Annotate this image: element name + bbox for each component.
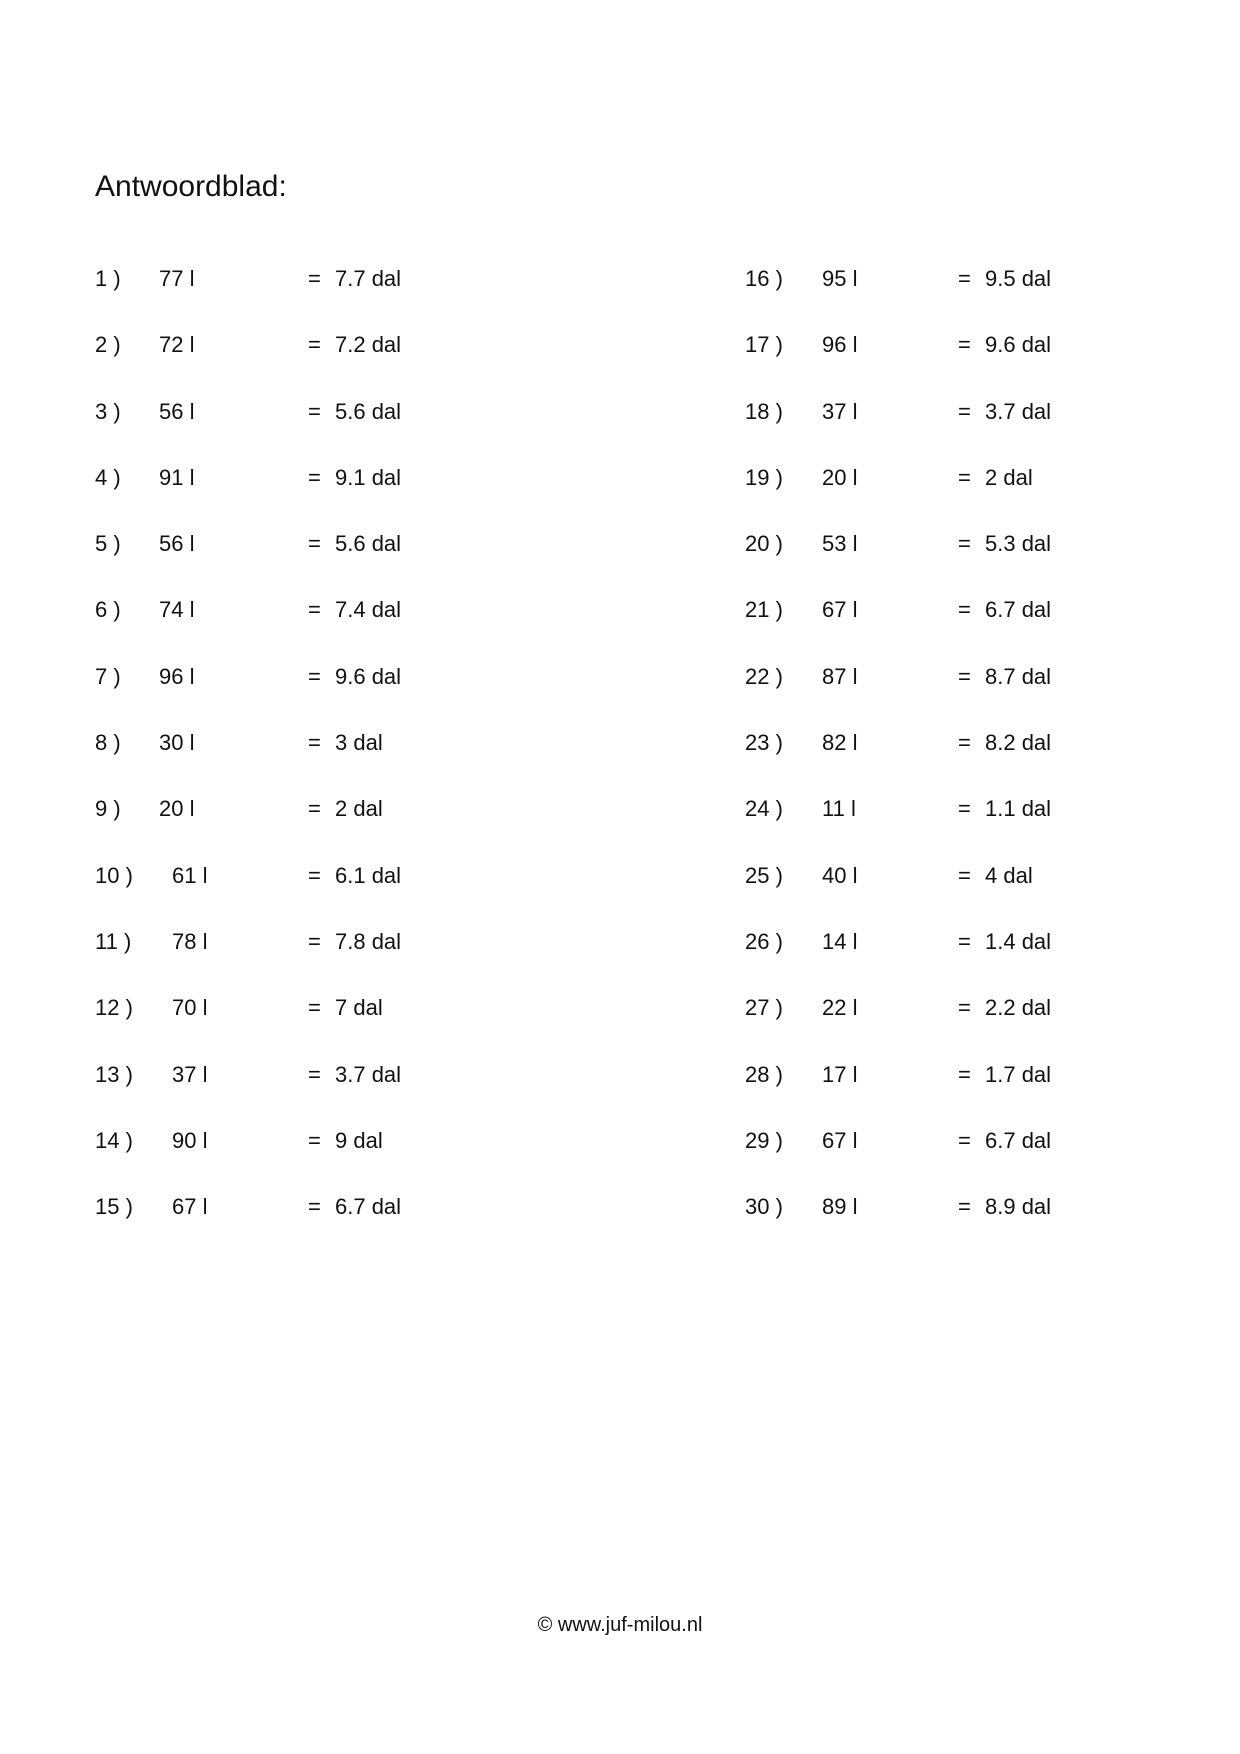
answer-row bbox=[95, 995, 615, 1061]
answer-value: 7.2 dal bbox=[335, 332, 402, 358]
answer-value: 5.6 dal bbox=[335, 531, 402, 557]
question-quantity: 67 l bbox=[822, 1127, 858, 1153]
answer-number: 11 ) bbox=[95, 928, 132, 954]
answer-number: 24 ) bbox=[745, 796, 783, 822]
answer-value: 8.9 dal bbox=[985, 1194, 1052, 1220]
answer-row bbox=[745, 863, 1240, 929]
answer-row bbox=[745, 399, 1240, 465]
equals-sign: = bbox=[308, 398, 321, 424]
question-quantity: 14 l bbox=[822, 928, 858, 954]
question-quantity: 17 l bbox=[822, 1061, 858, 1087]
answer-value: 2 dal bbox=[335, 796, 383, 822]
answer-value: 5.3 dal bbox=[985, 531, 1052, 557]
equals-sign: = bbox=[958, 597, 971, 623]
answer-number: 20 ) bbox=[745, 531, 783, 557]
answer-value: 1.1 dal bbox=[985, 796, 1052, 822]
answer-row bbox=[95, 1062, 615, 1128]
equals-sign: = bbox=[958, 266, 971, 291]
page-title: Antwoordblad: bbox=[95, 170, 287, 203]
answer-value: 7.4 dal bbox=[335, 597, 402, 623]
question-quantity: 89 l bbox=[822, 1194, 858, 1220]
question-quantity: 37 l bbox=[822, 398, 858, 424]
answer-row bbox=[745, 1194, 1240, 1260]
equals-sign: = bbox=[958, 531, 971, 557]
answer-number: 17 ) bbox=[745, 332, 783, 358]
equals-sign: = bbox=[308, 995, 321, 1021]
answer-row bbox=[745, 929, 1240, 995]
answer-value: 7 dal bbox=[335, 995, 383, 1021]
equals-sign: = bbox=[308, 332, 321, 358]
question-quantity: 96 l bbox=[159, 663, 195, 689]
answer-value: 8.7 dal bbox=[985, 663, 1052, 689]
answer-number: 15 ) bbox=[95, 1194, 133, 1220]
answer-row bbox=[95, 332, 615, 398]
answer-row bbox=[95, 531, 615, 597]
question-quantity: 20 l bbox=[159, 796, 195, 822]
question-quantity: 67 l bbox=[172, 1194, 208, 1220]
answer-value: 3 dal bbox=[335, 730, 383, 756]
answer-value: 2 dal bbox=[985, 464, 1033, 490]
answer-column-right bbox=[745, 266, 1240, 1260]
equals-sign: = bbox=[958, 332, 971, 358]
question-quantity: 20 l bbox=[822, 464, 858, 490]
equals-sign: = bbox=[958, 663, 971, 689]
answer-number: 2 ) bbox=[95, 332, 121, 358]
question-quantity: 11 l bbox=[822, 796, 856, 822]
equals-sign: = bbox=[308, 730, 321, 756]
answer-row bbox=[745, 995, 1240, 1061]
answer-value: 1.4 dal bbox=[985, 928, 1052, 954]
answer-value: 8.2 dal bbox=[985, 730, 1052, 756]
answer-row bbox=[745, 266, 1240, 332]
answer-number: 10 ) bbox=[95, 862, 133, 888]
answer-number: 18 ) bbox=[745, 398, 783, 424]
answer-value: 3.7 dal bbox=[335, 1061, 402, 1087]
answer-number: 13 ) bbox=[95, 1061, 133, 1087]
equals-sign: = bbox=[308, 1127, 321, 1153]
answer-row bbox=[95, 730, 615, 796]
equals-sign: = bbox=[958, 398, 971, 424]
question-quantity: 56 l bbox=[159, 398, 195, 424]
equals-sign: = bbox=[308, 862, 321, 888]
answer-row bbox=[95, 1128, 615, 1194]
question-quantity: 53 l bbox=[822, 531, 858, 557]
answer-row bbox=[745, 465, 1240, 531]
answer-row bbox=[95, 664, 615, 730]
equals-sign: = bbox=[958, 1194, 971, 1220]
answer-value: 4 dal bbox=[985, 862, 1033, 888]
question-quantity: 30 l bbox=[159, 730, 195, 756]
question-quantity: 87 l bbox=[822, 663, 858, 689]
answer-row bbox=[745, 730, 1240, 796]
question-quantity: 74 l bbox=[159, 597, 195, 623]
answer-value: 6.1 dal bbox=[335, 862, 402, 888]
answer-row bbox=[745, 664, 1240, 730]
answer-value: 1.7 dal bbox=[985, 1061, 1052, 1087]
answer-number: 28 ) bbox=[745, 1061, 783, 1087]
answer-number: 1 ) bbox=[95, 266, 121, 291]
question-quantity: 95 l bbox=[822, 266, 858, 291]
question-quantity: 40 l bbox=[822, 862, 858, 888]
question-quantity: 70 l bbox=[172, 995, 208, 1021]
answer-number: 21 ) bbox=[745, 597, 783, 623]
equals-sign: = bbox=[958, 995, 971, 1021]
equals-sign: = bbox=[958, 1061, 971, 1087]
equals-sign: = bbox=[308, 796, 321, 822]
question-quantity: 78 l bbox=[172, 928, 208, 954]
answer-number: 7 ) bbox=[95, 663, 121, 689]
answer-value: 9.1 dal bbox=[335, 464, 402, 490]
equals-sign: = bbox=[308, 464, 321, 490]
question-quantity: 37 l bbox=[172, 1061, 208, 1087]
answer-number: 3 ) bbox=[95, 398, 121, 424]
answer-number: 14 ) bbox=[95, 1127, 133, 1153]
question-quantity: 72 l bbox=[159, 332, 195, 358]
answer-row bbox=[95, 399, 615, 465]
answer-number: 4 ) bbox=[95, 464, 121, 490]
answer-value: 7.8 dal bbox=[335, 928, 402, 954]
answer-value: 9 dal bbox=[335, 1127, 383, 1153]
answer-number: 19 ) bbox=[745, 464, 783, 490]
question-quantity: 90 l bbox=[172, 1127, 208, 1153]
answer-row bbox=[745, 332, 1240, 398]
answer-value: 5.6 dal bbox=[335, 398, 402, 424]
answer-number: 9 ) bbox=[95, 796, 121, 822]
answer-column-left bbox=[95, 266, 615, 1260]
question-quantity: 82 l bbox=[822, 730, 858, 756]
answer-row bbox=[745, 597, 1240, 663]
answer-number: 12 ) bbox=[95, 995, 133, 1021]
answer-number: 16 ) bbox=[745, 266, 783, 291]
answer-value: 6.7 dal bbox=[335, 1194, 402, 1220]
equals-sign: = bbox=[308, 928, 321, 954]
answer-value: 6.7 dal bbox=[985, 597, 1052, 623]
equals-sign: = bbox=[308, 266, 321, 291]
answer-number: 6 ) bbox=[95, 597, 121, 623]
question-quantity: 22 l bbox=[822, 995, 858, 1021]
answer-row bbox=[95, 266, 615, 332]
answer-row bbox=[745, 1062, 1240, 1128]
answer-value: 9.6 dal bbox=[985, 332, 1052, 358]
answer-value: 2.2 dal bbox=[985, 995, 1052, 1021]
equals-sign: = bbox=[958, 1127, 971, 1153]
answer-value: 7.7 dal bbox=[335, 266, 402, 291]
answer-row bbox=[95, 465, 615, 531]
question-quantity: 56 l bbox=[159, 531, 195, 557]
equals-sign: = bbox=[958, 796, 971, 822]
answer-row bbox=[95, 1194, 615, 1260]
equals-sign: = bbox=[958, 862, 971, 888]
answer-number: 25 ) bbox=[745, 862, 783, 888]
answer-number: 23 ) bbox=[745, 730, 783, 756]
equals-sign: = bbox=[308, 597, 321, 623]
answer-number: 26 ) bbox=[745, 928, 783, 954]
copyright-footer: © www.juf-milou.nl bbox=[537, 1614, 703, 1636]
answer-number: 27 ) bbox=[745, 995, 783, 1021]
answer-value: 9.6 dal bbox=[335, 663, 402, 689]
answer-value: 3.7 dal bbox=[985, 398, 1052, 424]
answer-number: 29 ) bbox=[745, 1127, 783, 1153]
question-quantity: 96 l bbox=[822, 332, 858, 358]
answer-value: 9.5 dal bbox=[985, 266, 1052, 291]
equals-sign: = bbox=[308, 531, 321, 557]
answer-row bbox=[745, 796, 1240, 862]
question-quantity: 77 l bbox=[159, 266, 195, 291]
answer-row bbox=[745, 1128, 1240, 1194]
equals-sign: = bbox=[958, 730, 971, 756]
question-quantity: 67 l bbox=[822, 597, 858, 623]
answer-number: 8 ) bbox=[95, 730, 121, 756]
question-quantity: 91 l bbox=[159, 464, 195, 490]
equals-sign: = bbox=[958, 464, 971, 490]
answer-row bbox=[95, 863, 615, 929]
equals-sign: = bbox=[958, 928, 971, 954]
answer-row bbox=[95, 929, 615, 995]
answer-number: 30 ) bbox=[745, 1194, 783, 1220]
answer-row bbox=[95, 796, 615, 862]
question-quantity: 61 l bbox=[172, 862, 208, 888]
answer-number: 5 ) bbox=[95, 531, 121, 557]
answer-value: 6.7 dal bbox=[985, 1127, 1052, 1153]
equals-sign: = bbox=[308, 1194, 321, 1220]
answer-number: 22 ) bbox=[745, 663, 783, 689]
answer-row bbox=[95, 597, 615, 663]
answer-row bbox=[745, 531, 1240, 597]
equals-sign: = bbox=[308, 663, 321, 689]
equals-sign: = bbox=[308, 1061, 321, 1087]
